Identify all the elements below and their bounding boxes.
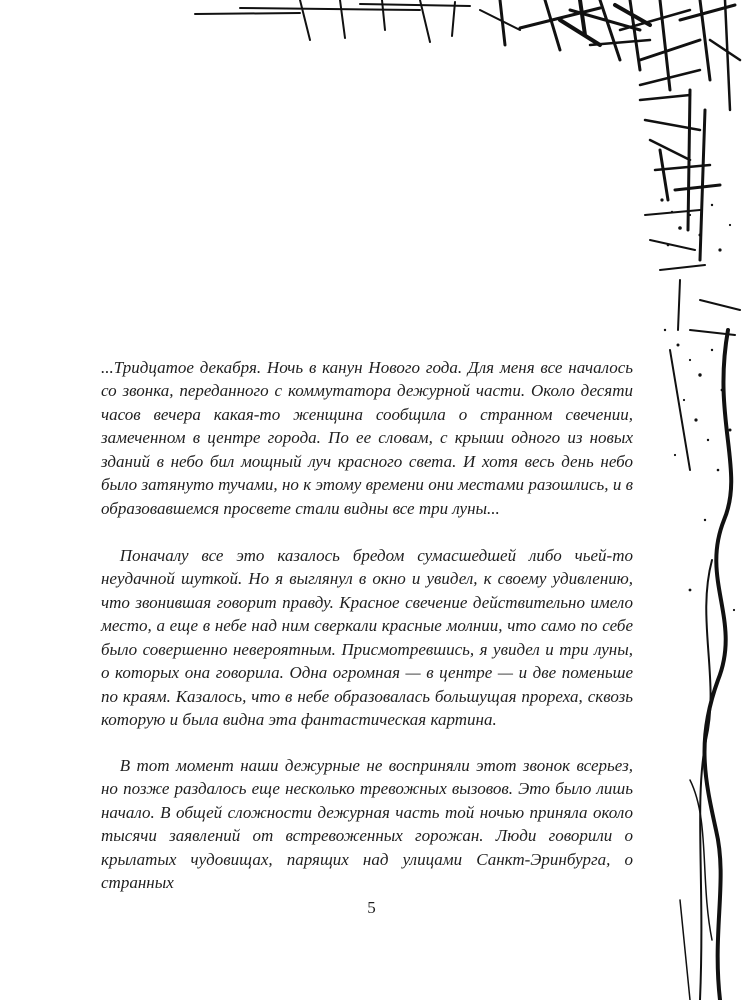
paragraph-1: ...Тридцатое декабря. Ночь в канун Нового года. Для меня все началось со звонка, переданного с коммутатора дежурной части. Около десяти часов вечера какая-то женщина сообщила о странном свечении, замеченном в центре города. По ее словам, с крыши одного из новых зданий в небо бил мощный луч красного света. И хотя весь день небо было затянуто тучами, но к этому времени они местами разошлись, и в образовавшемся просвете стали видны все три луны... [101, 358, 633, 518]
paragraph-3: В тот момент наши дежурные не восприняли этот звонок всерьез, но позже раздалось еще несколько тревожных вызовов. Это было лишь начало. В общей сложности дежурная часть той ночью приняла около тысячи заявлений от встревоженных горожан. Люди говорили о крылатых чудовищах, парящих над улицами Санкт-Эринбурга, о странных [101, 756, 633, 893]
page-number: 5 [367, 898, 376, 917]
paragraph-2: Поначалу все это казалось бредом сумасшедшей либо чьей-то неудачной шуткой. Но я выглянул в окно и увидел, к своему удивлению, что звонившая говорит правду. Красное свечение действительно имело место, а еще в небе над ним сверкали красные молнии, что само по себе было совершенно невероятным. Присмотревшись, я увидел и три луны, о которых она говорила. Одна огромная — в центре — и две поменьше по краям. Казалось, что в небе образовалась большущая прореха, сквозь которую и была видна эта фантастическая картина. [101, 546, 633, 730]
